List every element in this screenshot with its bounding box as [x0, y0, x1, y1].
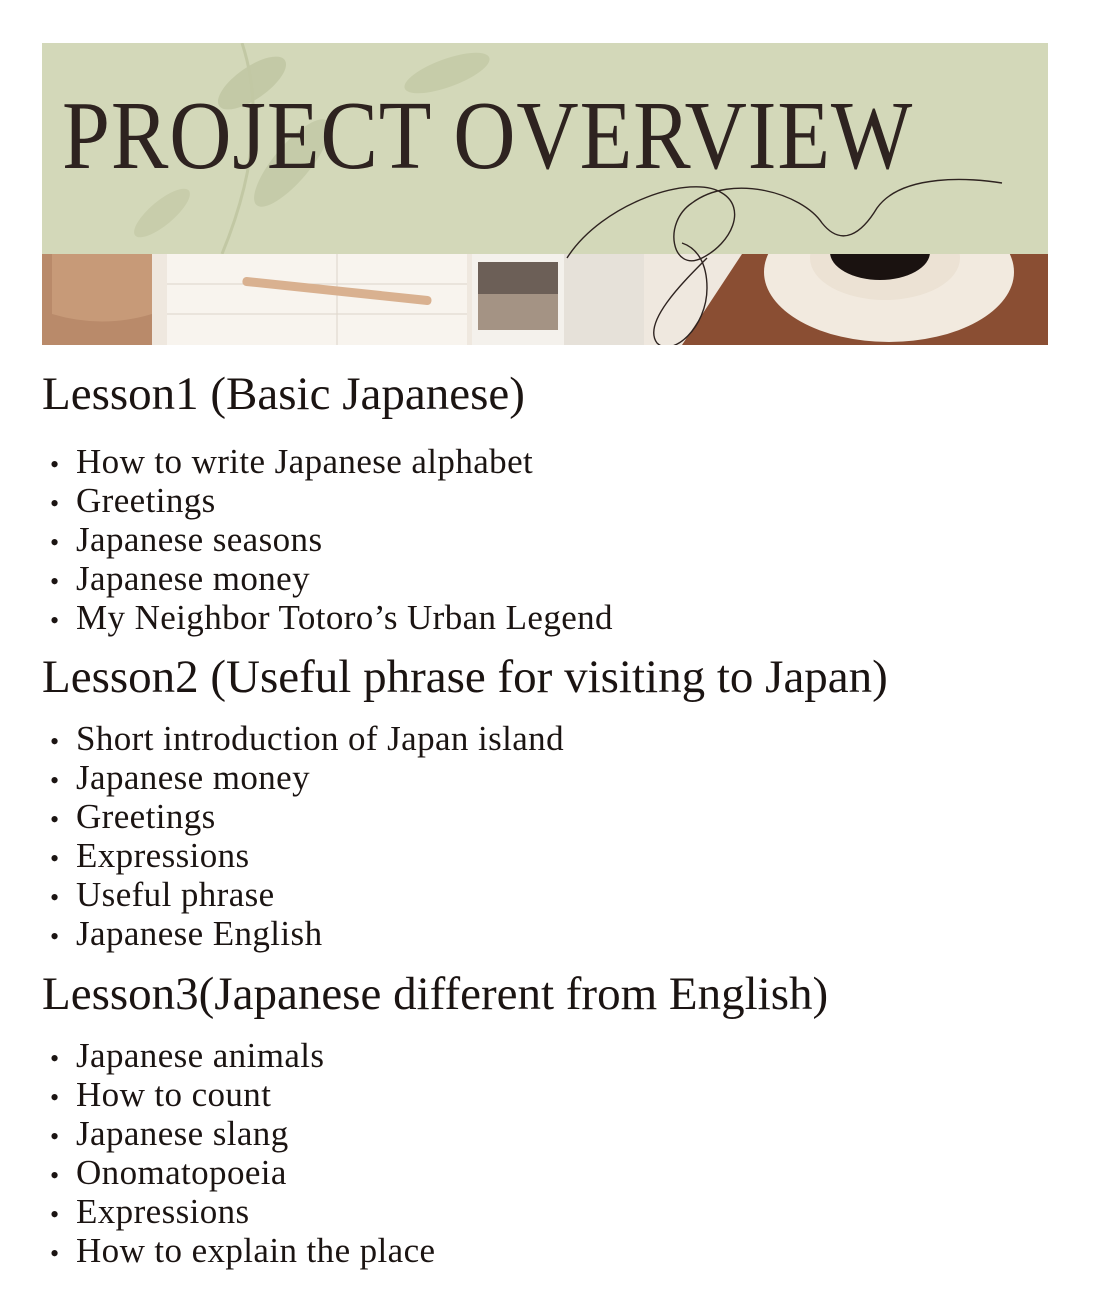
bullet-icon: •: [50, 450, 60, 479]
bullet-icon: •: [50, 1083, 60, 1112]
topic-item: • Japanese slang: [50, 1114, 435, 1153]
topic-item: • Short introduction of Japan island: [50, 719, 564, 758]
topic-item: • How to count: [50, 1075, 435, 1114]
topic-item: • Japanese seasons: [50, 520, 613, 559]
bullet-icon: •: [50, 1239, 60, 1268]
topic-item: • Greetings: [50, 481, 613, 520]
header-banner: [42, 43, 1048, 345]
bullet-icon: •: [50, 727, 60, 756]
bullet-icon: •: [50, 1200, 60, 1229]
swirl-line-decoration: [42, 43, 1048, 345]
topic-item: • How to explain the place: [50, 1231, 435, 1270]
topic-item: • My Neighbor Totoro’s Urban Legend: [50, 598, 613, 637]
topic-item: • Useful phrase: [50, 875, 564, 914]
bullet-icon: •: [50, 528, 60, 557]
topic-item: • Japanese money: [50, 758, 564, 797]
bullet-icon: •: [50, 1161, 60, 1190]
lesson-3-title: Lesson3(Japanese different from English): [42, 968, 829, 1020]
lesson-1-title: Lesson1 (Basic Japanese): [42, 368, 525, 420]
bullet-icon: •: [50, 922, 60, 951]
lesson-2-title: Lesson2 (Useful phrase for visiting to Japan): [42, 651, 888, 703]
topic-item: • Japanese money: [50, 559, 613, 598]
lesson-2-topic-list: [50, 719, 564, 953]
bullet-icon: •: [50, 489, 60, 518]
lesson-1-topic-list: [50, 442, 613, 637]
bullet-icon: •: [50, 606, 60, 635]
bullet-icon: •: [50, 844, 60, 873]
topic-item: • How to write Japanese alphabet: [50, 442, 613, 481]
topic-item: • Japanese English: [50, 914, 564, 953]
bullet-icon: •: [50, 1044, 60, 1073]
bullet-icon: •: [50, 805, 60, 834]
topic-item: • Japanese animals: [50, 1036, 435, 1075]
bullet-icon: •: [50, 567, 60, 596]
bullet-icon: •: [50, 883, 60, 912]
topic-item: • Expressions: [50, 836, 564, 875]
bullet-icon: •: [50, 1122, 60, 1151]
lesson-3-topic-list: [50, 1036, 435, 1270]
topic-item: • Expressions: [50, 1192, 435, 1231]
topic-item: • Greetings: [50, 797, 564, 836]
page-title: PROJECT OVERVIEW: [62, 82, 914, 190]
bullet-icon: •: [50, 766, 60, 795]
topic-item: • Onomatopoeia: [50, 1153, 435, 1192]
